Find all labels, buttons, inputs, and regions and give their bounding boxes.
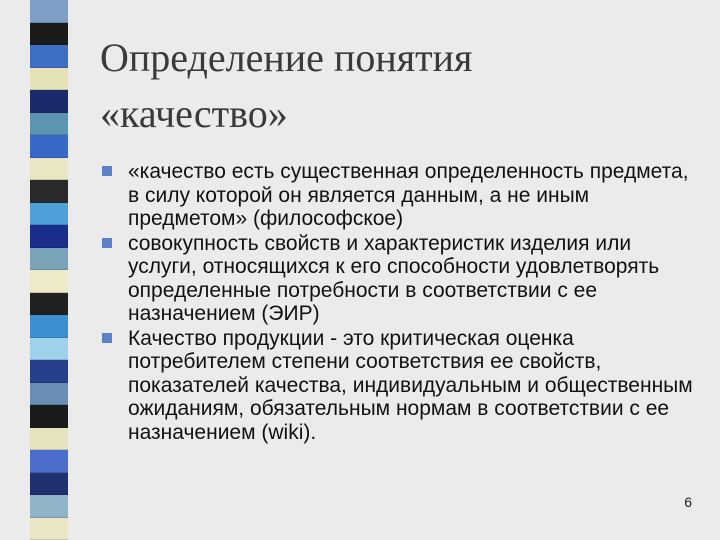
stripe-segment [30,383,68,406]
bullet-item-philosophical [100,160,700,231]
square-bullet-icon [102,166,112,176]
slide-title-line-2: «качество» [100,91,288,136]
stripe-segment [30,495,68,518]
decorative-stripe-bar [30,0,68,540]
stripe-segment [30,248,68,271]
square-bullet-icon [102,333,112,343]
stripe-segment [30,68,68,91]
stripe-segment [30,405,68,428]
bullet-list [100,160,700,445]
stripe-segment [30,293,68,316]
stripe-segment [30,270,68,293]
stripe-segment [30,45,68,68]
stripe-segment [30,135,68,158]
slide-title [100,30,700,142]
bullet-item-wiki [100,327,700,445]
square-bullet-icon [102,238,112,248]
stripe-segment [30,315,68,338]
stripe-segment [30,180,68,203]
stripe-segment [30,158,68,181]
slide-title-line-1: Определение понятия [100,35,473,80]
page-number: 6 [684,494,692,510]
stripe-segment [30,428,68,451]
stripe-segment [30,225,68,248]
bullet-text: Качество продукции - это критическая оценка потребителем степени соответствия ее свойств, показателей качества, индивидуальным и общественным ожиданиям, обязательным нормам в соответствии с ее назначением (wiki). [128,326,693,444]
stripe-segment [30,113,68,136]
stripe-segment [30,473,68,496]
stripe-segment [30,90,68,113]
stripe-segment [30,23,68,46]
bullet-item-eir [100,232,700,326]
stripe-segment [30,450,68,473]
bullet-text: «качество есть существенная определенность предмета, в силу которой он является данным, а не иным предметом» (философское) [128,160,689,230]
stripe-segment [30,338,68,361]
stripe-segment [30,360,68,383]
stripe-segment [30,518,68,540]
stripe-segment [30,0,68,23]
bullet-text: совокупность свойств и характеристик изделия или услуги, относящихся к его способности удовлетворять определенные потребности в соответствии с ее назначением (ЭИР) [128,231,660,325]
stripe-segment [30,203,68,226]
